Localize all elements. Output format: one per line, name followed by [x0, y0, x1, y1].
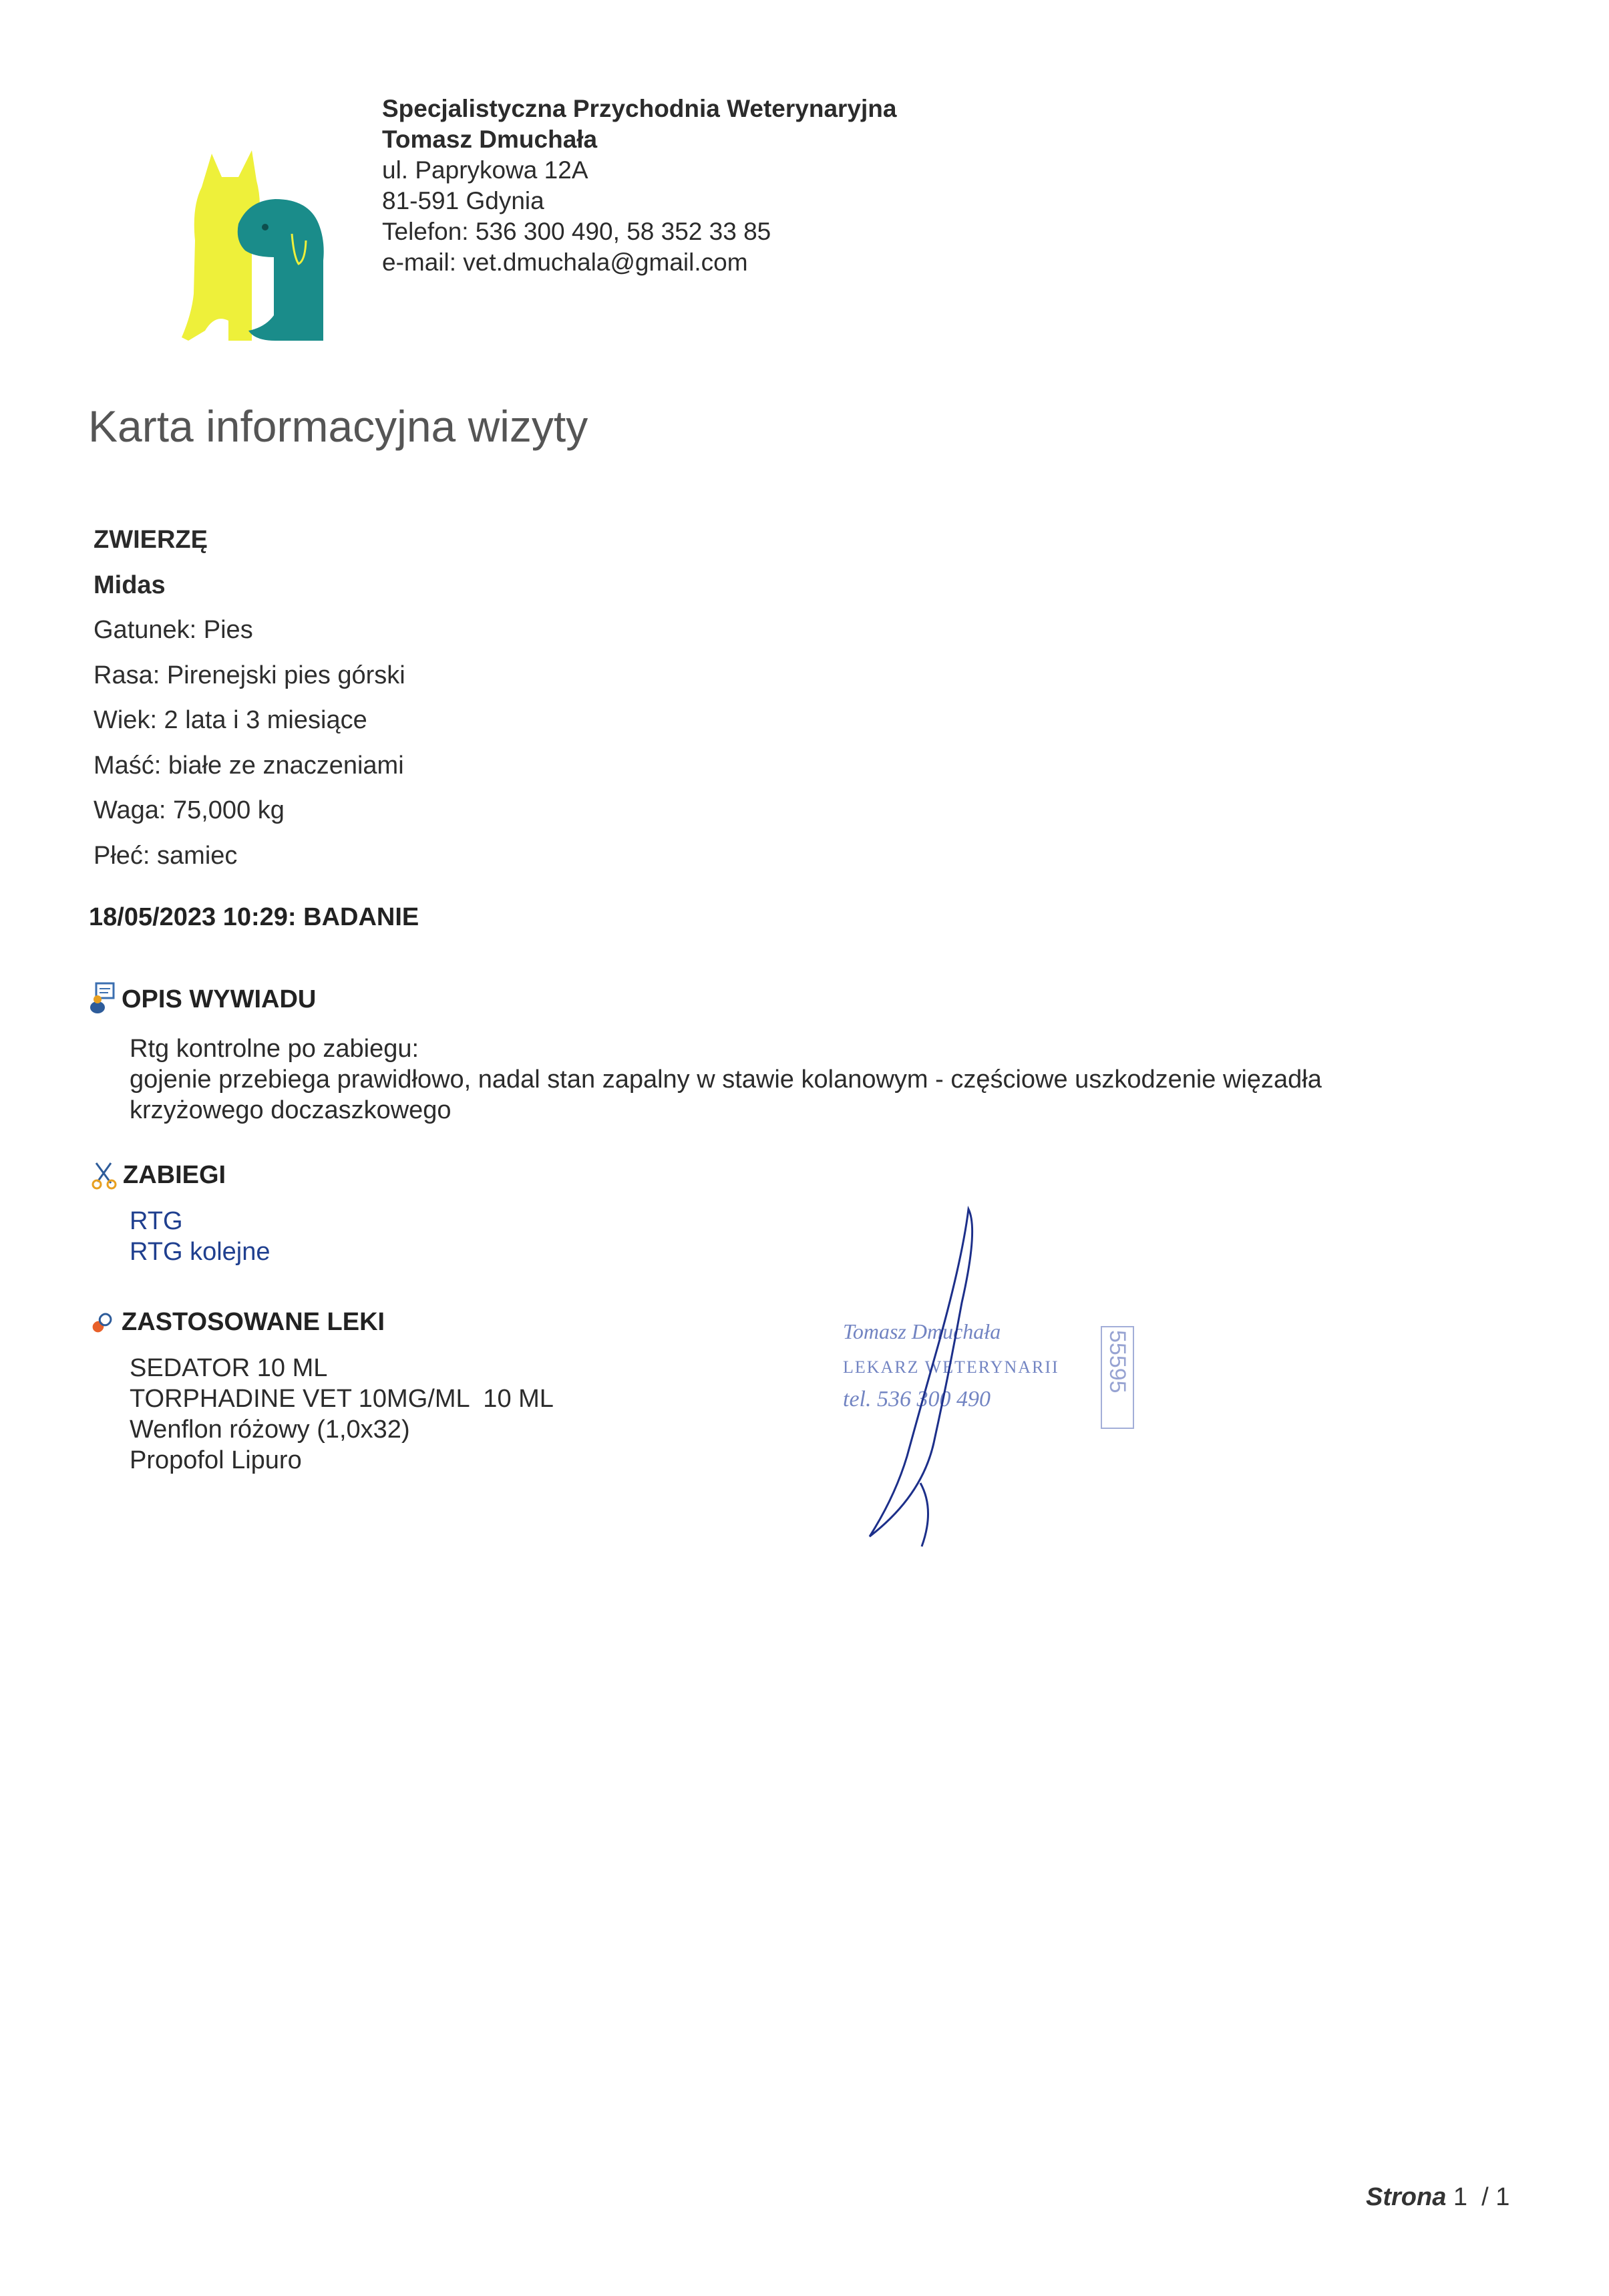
pill-icon: [88, 1309, 116, 1337]
clipboard-icon: [88, 982, 116, 1017]
animal-species: Gatunek: Pies: [94, 616, 253, 644]
clinic-phone: Telefon: 536 300 490, 58 352 33 85: [382, 218, 771, 245]
procedures-section-header: [91, 1161, 226, 1190]
medications-list: [130, 1353, 554, 1476]
interview-section-header: [88, 982, 316, 1017]
procedures-list: [130, 1206, 271, 1267]
interview-heading: OPIS WYWIADU: [122, 985, 317, 1013]
signature: [855, 1202, 1015, 1550]
stamp-number-box: [1101, 1326, 1134, 1429]
clinic-street: ul. Paprykowa 12A: [382, 156, 588, 184]
interview-line: gojenie przebiega prawidłowo, nadal stan zapalny w stawie kolanowym - częściowe uszkodzenie więzadła: [130, 1065, 1322, 1094]
clinic-name: Specjalistyczna Przychodnia Weterynaryjna: [382, 95, 897, 122]
stamp-phone: tel. 536 300 490: [843, 1387, 991, 1412]
clinic-logo: [175, 140, 329, 347]
medications-section-header: [88, 1308, 385, 1337]
interview-line: Rtg kontrolne po zabiegu:: [130, 1035, 419, 1063]
medication-item: Wenflon różowy (1,0x32): [130, 1416, 410, 1444]
medication-item: TORPHADINE VET 10MG/ML 10 ML: [130, 1385, 554, 1413]
procedure-item: RTG kolejne: [130, 1238, 271, 1266]
procedures-heading: ZABIEGI: [123, 1161, 226, 1189]
interview-line: krzyżowego doczaszkowego: [130, 1096, 452, 1124]
animal-breed: Rasa: Pirenejski pies górski: [94, 661, 405, 689]
stamp-title: LEKARZ WETERYNARII: [843, 1357, 1059, 1377]
page-footer: [1366, 2183, 1509, 2212]
clinic-city: 81-591 Gdynia: [382, 187, 544, 214]
animal-sex: Płeć: samiec: [94, 841, 238, 870]
stamp-name: Tomasz Dmuchała: [843, 1319, 1001, 1343]
scissors-icon: [91, 1162, 118, 1190]
page-label: Strona: [1366, 2183, 1447, 2211]
interview-body: [130, 1033, 1465, 1126]
procedure-item: RTG: [130, 1207, 183, 1235]
visit-header: 18/05/2023 10:29: BADANIE: [89, 903, 419, 931]
animal-info: [94, 518, 405, 878]
page-number: 1 / 1: [1453, 2183, 1510, 2211]
stamp-number: 55595: [1105, 1330, 1130, 1393]
animal-heading: ZWIERZĘ: [94, 526, 208, 554]
clinic-owner: Tomasz Dmuchała: [382, 126, 598, 153]
animal-name: Midas: [94, 570, 166, 599]
medication-item: Propofol Lipuro: [130, 1446, 302, 1474]
clinic-header: [382, 94, 896, 278]
animal-age: Wiek: 2 lata i 3 miesiące: [94, 706, 367, 734]
document-title: Karta informacyjna wizyty: [88, 401, 588, 451]
animal-color: Maść: białe ze znaczeniami: [94, 751, 404, 780]
medication-item: SEDATOR 10 ML: [130, 1354, 328, 1382]
medications-heading: ZASTOSOWANE LEKI: [122, 1308, 385, 1336]
logo-dog-eye: [262, 224, 269, 230]
animal-weight: Waga: 75,000 kg: [94, 796, 285, 824]
clinic-email: e-mail: vet.dmuchala@gmail.com: [382, 249, 748, 276]
